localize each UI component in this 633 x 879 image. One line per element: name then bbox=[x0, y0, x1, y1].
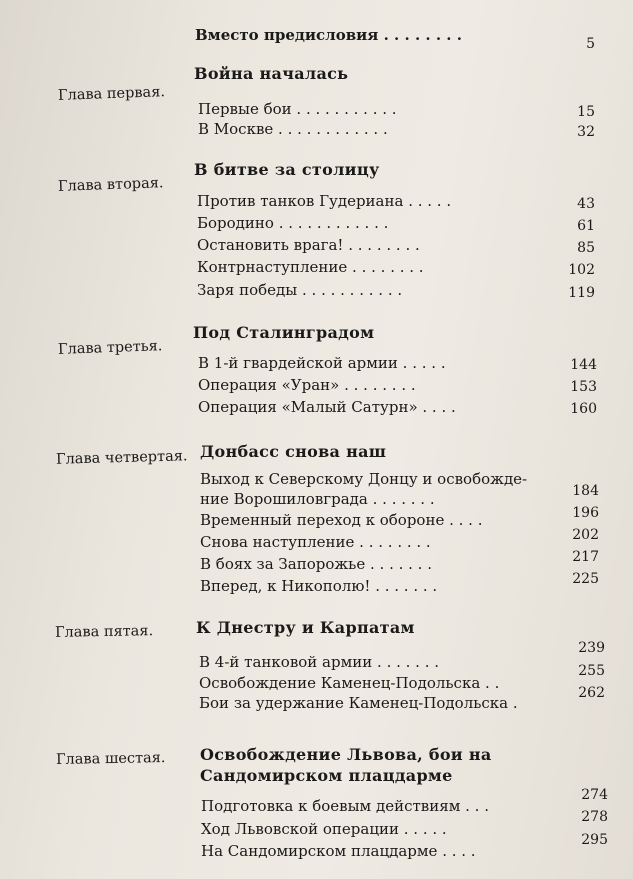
toc-page: 255 bbox=[578, 663, 605, 679]
chapter-6-title: Освобождение Львова, бои на bbox=[200, 745, 492, 764]
toc-page: 102 bbox=[568, 262, 595, 278]
chapter-6-label: Глава шестая. bbox=[55, 750, 166, 768]
toc-page: 295 bbox=[581, 832, 608, 848]
toc-entry: Подготовка к боевым действиям . . . bbox=[201, 797, 489, 815]
toc-entry: Бородино . . . . . . . . . . . . bbox=[197, 214, 389, 232]
intro-line bbox=[195, 26, 595, 52]
chapter-4-label: Глава четвертая. bbox=[55, 448, 188, 468]
toc-entry: ние Ворошиловграда . . . . . . . bbox=[200, 490, 435, 508]
toc-entry: Остановить врага! . . . . . . . . bbox=[197, 236, 420, 254]
toc-entry: На Сандомирском плацдарме . . . . bbox=[201, 842, 476, 860]
chapter-5-label: Глава пятая. bbox=[54, 623, 154, 641]
chapter-6-title-line-2: Сандомирском плацдарме bbox=[200, 766, 453, 785]
toc-entry: Заря победы . . . . . . . . . . . bbox=[197, 281, 403, 299]
toc-page: 196 bbox=[572, 505, 599, 521]
toc-page: 239 bbox=[578, 640, 605, 656]
toc-page: 15 bbox=[577, 104, 595, 120]
toc-page: 153 bbox=[570, 379, 597, 395]
chapter-1-title: Война началась bbox=[194, 64, 349, 83]
toc-page: 85 bbox=[577, 240, 595, 256]
toc-page: 202 bbox=[572, 527, 599, 543]
toc-entry: Освобождение Каменец-Подольска . . bbox=[199, 674, 500, 692]
toc-entry: Против танков Гудериана . . . . . bbox=[197, 192, 452, 210]
toc-entry: В 1-й гвардейской армии . . . . . bbox=[198, 354, 446, 372]
intro-title: Вместо предисловия . . . . . . . . bbox=[195, 26, 462, 44]
chapter-2-title: В битве за столицу bbox=[194, 160, 380, 179]
toc-entry: Снова наступление . . . . . . . . bbox=[200, 533, 431, 551]
toc-page: 274 bbox=[581, 787, 608, 803]
toc-entry: Первые бои . . . . . . . . . . . bbox=[198, 100, 397, 118]
toc-page: 119 bbox=[568, 285, 595, 301]
toc-entry: Вперед, к Никополю! . . . . . . . bbox=[200, 577, 438, 595]
toc-page: 61 bbox=[577, 218, 595, 234]
chapter-1-label: Глава первая. bbox=[57, 84, 166, 104]
toc-page: 43 bbox=[577, 196, 595, 212]
chapter-5-title: К Днестру и Карпатам bbox=[196, 618, 415, 637]
toc-entry: Бои за удержание Каменец-Подольска . bbox=[199, 694, 518, 712]
toc-page: 32 bbox=[577, 124, 595, 140]
chapter-2-label: Глава вторая. bbox=[57, 175, 164, 195]
toc-entry: В 4-й танковой армии . . . . . . . bbox=[199, 653, 440, 671]
intro-page: 5 bbox=[586, 36, 595, 52]
toc-page: 262 bbox=[578, 685, 605, 701]
toc-entry: Контрнаступление . . . . . . . . bbox=[197, 258, 424, 276]
toc-page: 160 bbox=[570, 401, 597, 417]
toc-page: 278 bbox=[581, 809, 608, 825]
toc-entry: Операция «Уран» . . . . . . . . bbox=[198, 376, 416, 394]
toc-entry: В боях за Запорожье . . . . . . . bbox=[200, 555, 432, 573]
toc-entry: Временный переход к обороне . . . . bbox=[200, 511, 483, 529]
toc-page: 144 bbox=[570, 357, 597, 373]
toc-entry: Выход к Северскому Донцу и освобожде- bbox=[200, 470, 528, 488]
toc-entry: Ход Львовской операции . . . . . bbox=[201, 820, 447, 838]
chapter-3-title: Под Сталинградом bbox=[193, 323, 375, 342]
toc-page: 184 bbox=[572, 483, 599, 499]
chapter-3-label: Глава третья. bbox=[57, 338, 163, 358]
toc-entry: Операция «Малый Сатурн» . . . . bbox=[198, 398, 456, 416]
toc-page: 225 bbox=[572, 571, 599, 587]
toc-entry: В Москве . . . . . . . . . . . . bbox=[198, 120, 388, 138]
chapter-4-title: Донбасс снова наш bbox=[200, 442, 387, 461]
toc-page: 217 bbox=[572, 549, 599, 565]
